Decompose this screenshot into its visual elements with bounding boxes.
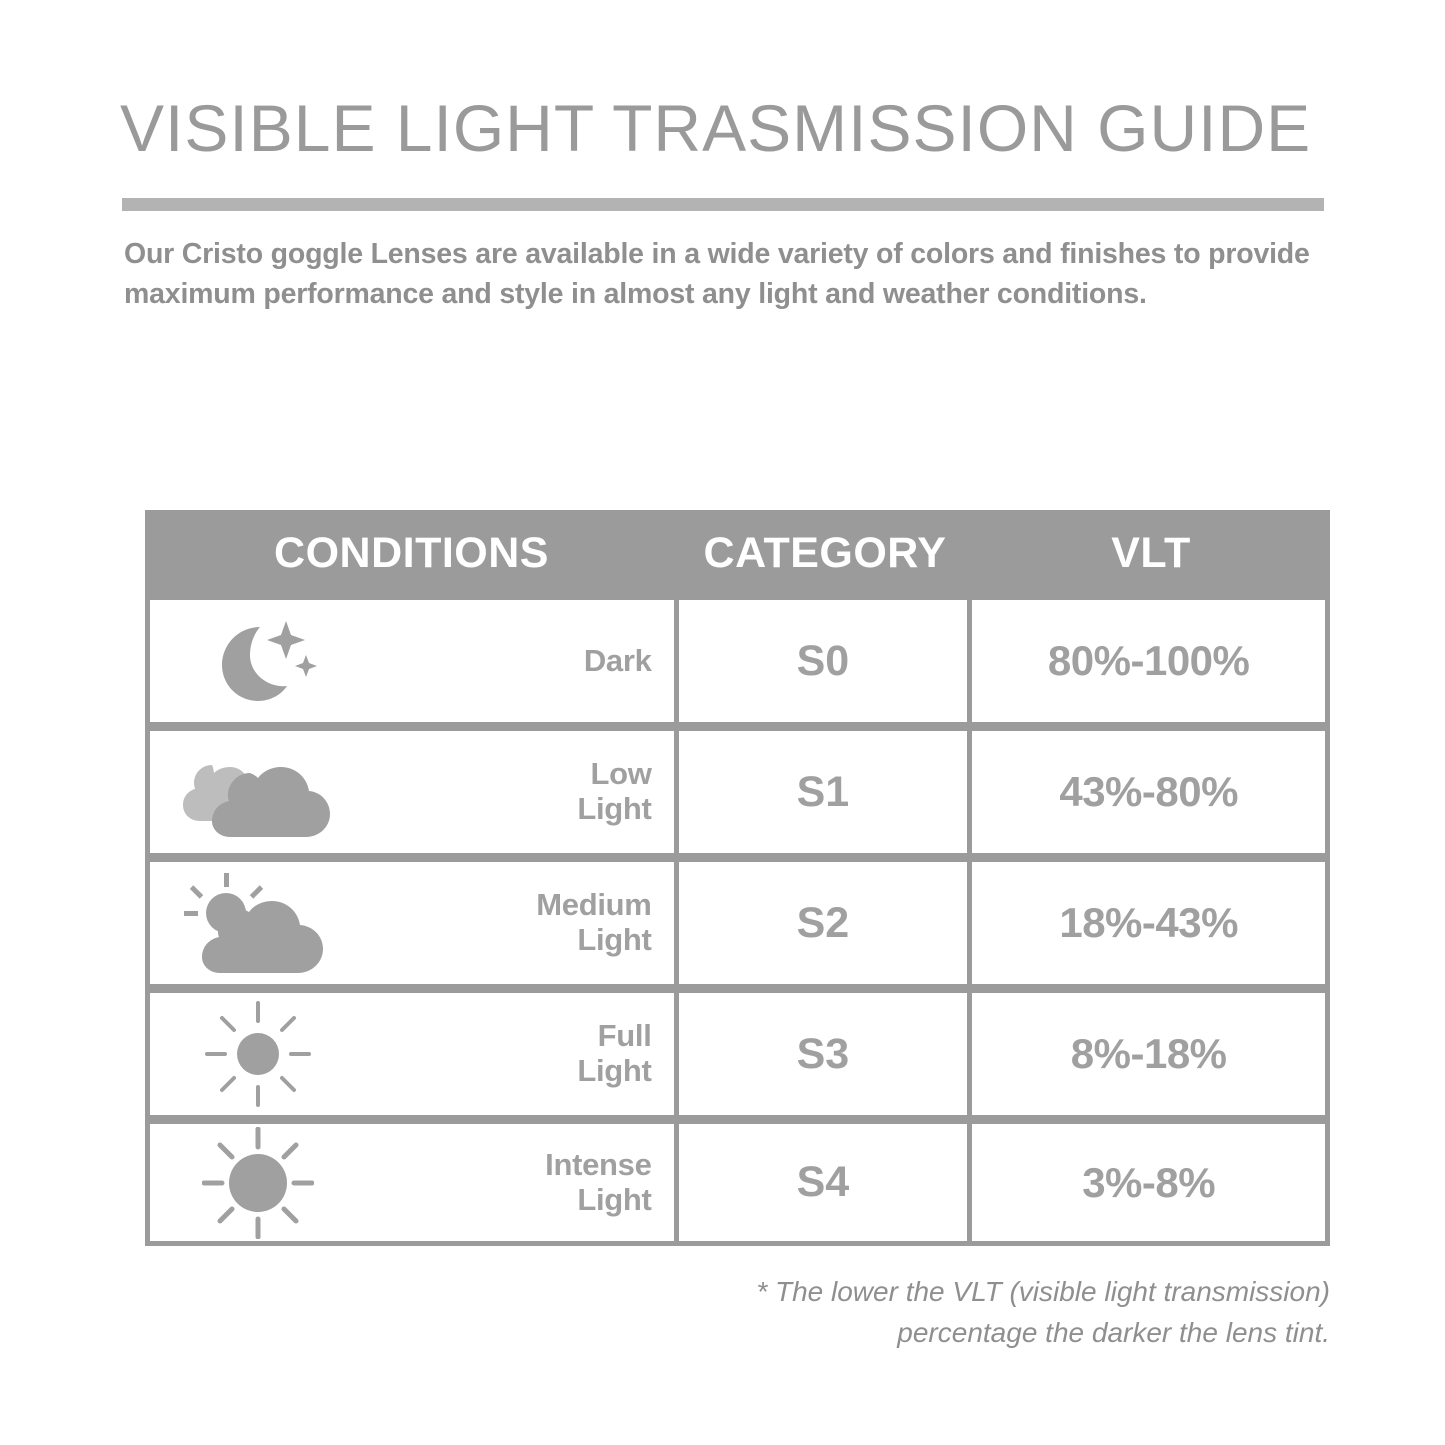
table-row <box>145 596 1330 722</box>
footnote-line1: * The lower the VLT (visible light transmission) <box>756 1276 1330 1307</box>
category-cell <box>679 600 968 722</box>
title-divider <box>122 198 1324 211</box>
footnote <box>330 1272 1330 1353</box>
intro-paragraph: Our Cristo goggle Lenses are available in a wide variety of colors and finishes to provide maximum performance and style in almost any light and weather conditions. <box>124 238 1310 311</box>
condition-label-line1: Intense <box>545 1146 652 1182</box>
sun-behind-cloud-icon <box>150 873 365 973</box>
moon-stars-icon <box>150 615 365 707</box>
vlt-label: 3%-8% <box>1082 1158 1216 1206</box>
conditions-cell <box>150 862 674 984</box>
vlt-cell <box>972 731 1325 853</box>
condition-label-line2: Light <box>577 1181 652 1217</box>
condition-label-line2: Light <box>577 922 652 957</box>
category-label: S2 <box>796 898 850 947</box>
vlt-label: 18%-43% <box>1059 899 1238 946</box>
condition-label-line2: Light <box>577 1053 652 1088</box>
vlt-cell <box>972 1124 1325 1241</box>
column-header-category: CATEGORY <box>703 528 947 577</box>
condition-label-line1: Medium <box>536 887 652 923</box>
conditions-cell <box>150 600 674 722</box>
table-header-row <box>145 510 1330 596</box>
column-header-vlt: VLT <box>1111 528 1191 577</box>
table-row <box>145 989 1330 1115</box>
clouds-icon <box>150 747 365 837</box>
table-row <box>145 727 1330 853</box>
conditions-cell <box>150 1124 674 1241</box>
condition-label: Dark <box>583 642 652 678</box>
category-label: S0 <box>796 636 850 685</box>
vlt-table <box>145 510 1330 1246</box>
category-cell <box>679 993 968 1115</box>
condition-label <box>365 888 652 957</box>
category-label: S4 <box>796 1158 850 1206</box>
conditions-cell <box>150 731 674 853</box>
vlt-cell <box>972 993 1325 1115</box>
condition-label-line1: Low <box>590 756 652 792</box>
vlt-label: 8%-18% <box>1070 1030 1227 1077</box>
condition-label-line2: Light <box>577 791 652 826</box>
category-cell <box>679 731 968 853</box>
table-row <box>145 858 1330 984</box>
conditions-cell <box>150 993 674 1115</box>
category-label: S3 <box>796 1029 850 1078</box>
category-cell <box>679 862 968 984</box>
condition-label <box>365 757 652 826</box>
table-body <box>145 596 1330 1246</box>
page-title: VISIBLE LIGHT TRASMISSION GUIDE <box>120 91 1312 165</box>
table-row <box>145 1120 1330 1246</box>
vlt-label: 80%-100% <box>1047 637 1250 684</box>
footnote-line2: percentage the darker the lens tint. <box>897 1316 1330 1348</box>
category-label: S1 <box>796 767 850 816</box>
sun-small-icon <box>150 999 365 1109</box>
vlt-cell <box>972 862 1325 984</box>
sun-large-icon <box>150 1127 365 1239</box>
condition-label <box>365 1148 652 1217</box>
condition-label <box>365 1019 652 1088</box>
vlt-label: 43%-80% <box>1059 768 1238 815</box>
condition-label-line1: Full <box>597 1018 652 1054</box>
vlt-cell <box>972 600 1325 722</box>
column-header-conditions: CONDITIONS <box>274 528 549 577</box>
category-cell <box>679 1124 968 1241</box>
